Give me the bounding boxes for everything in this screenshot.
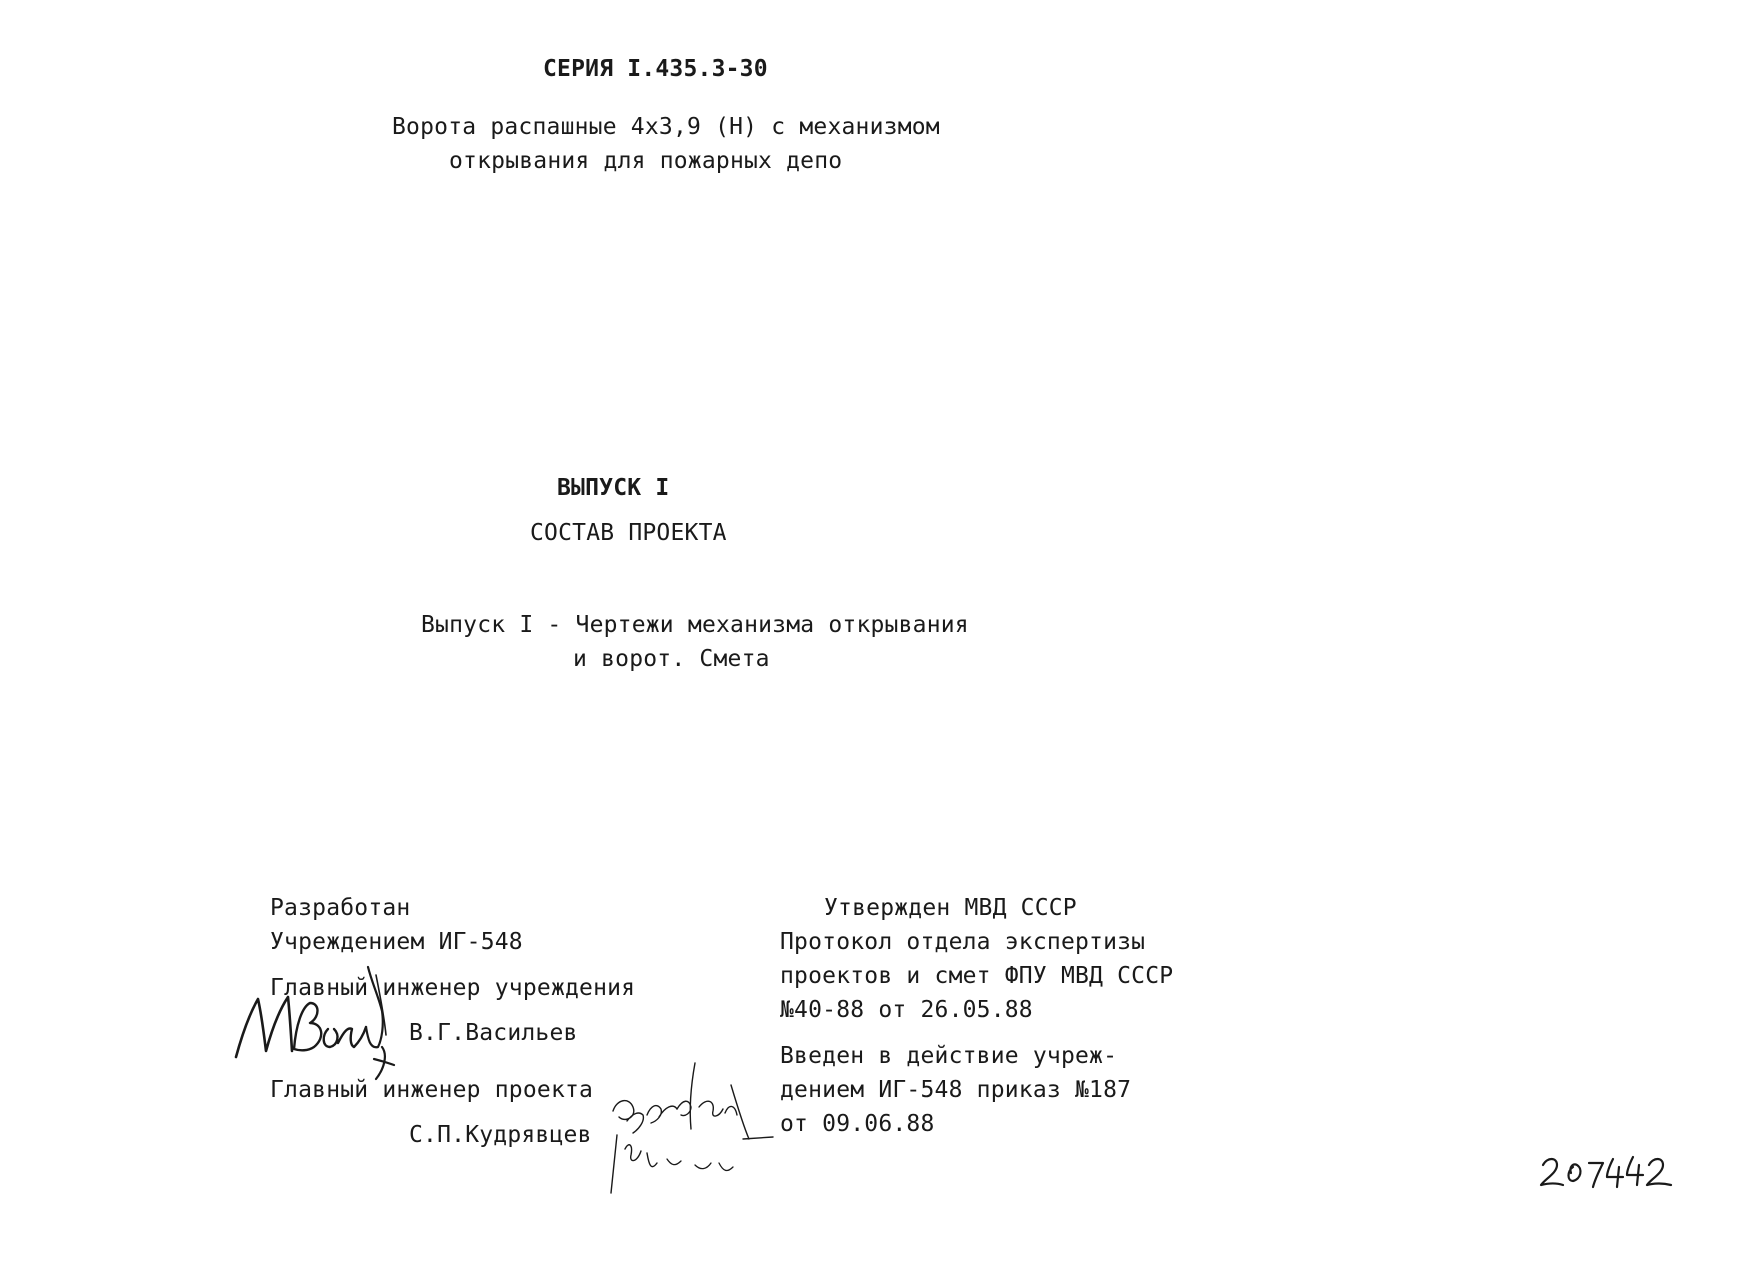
approval-line-5: Введен в действие учреж-	[780, 1043, 1118, 1069]
issue-description-line-2: и ворот. Смета	[573, 646, 770, 672]
title-line-2: открывания для пожарных депо	[449, 148, 843, 174]
issue-label: ВЫПУСК I	[557, 475, 670, 501]
approval-line-2: Протокол отдела экспертизы	[780, 929, 1146, 955]
title-line-1: Ворота распашные 4х3,9 (Н) с механизмом	[392, 114, 940, 140]
developer-line-2: Учреждением ИГ-548	[270, 929, 523, 955]
series-number: СЕРИЯ I.435.3-30	[543, 56, 768, 82]
approval-line-1: Утвержден МВД СССР	[824, 895, 1077, 921]
issue-description-line-1: Выпуск I - Чертежи механизма открывания	[421, 612, 969, 638]
chief-project-engineer-role: Главный инженер проекта	[270, 1077, 594, 1103]
approval-line-3: проектов и смет ФПУ МВД СССР	[780, 963, 1174, 989]
approval-line-6: дением ИГ-548 приказ №187	[780, 1077, 1132, 1103]
approval-line-4: №40-88 от 26.05.88	[780, 997, 1033, 1023]
signature-kudryavtsev	[603, 1055, 803, 1195]
approval-line-7: от 09.06.88	[780, 1111, 935, 1137]
handwritten-inventory-number	[1537, 1147, 1677, 1195]
chief-engineer-institution-name: В.Г.Васильев	[409, 1020, 578, 1046]
developer-line-1: Разработан	[270, 895, 411, 921]
chief-engineer-institution-role: Главный инженер учреждения	[270, 975, 636, 1001]
issue-subtitle: СОСТАВ ПРОЕКТА	[530, 520, 727, 546]
chief-project-engineer-name: С.П.Кудрявцев	[409, 1122, 592, 1148]
